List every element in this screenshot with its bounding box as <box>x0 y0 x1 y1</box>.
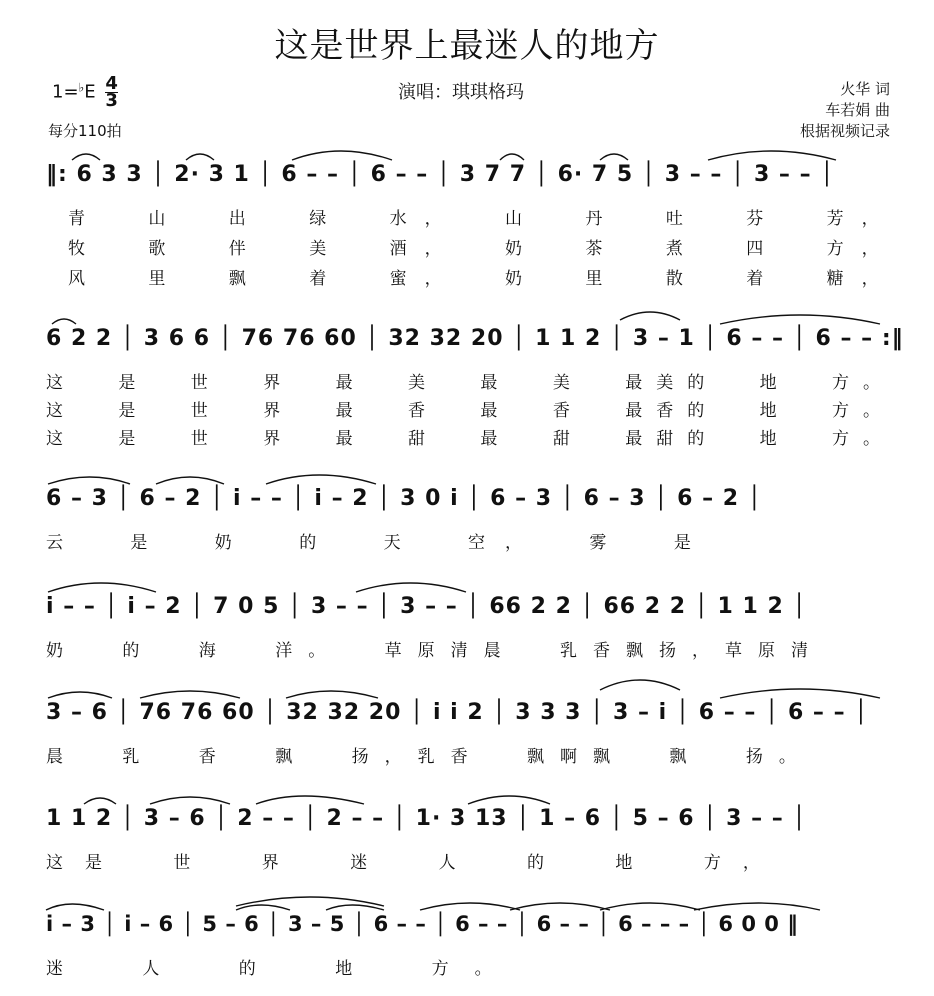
singer-credit: 演唱：琪琪格玛 <box>398 82 524 103</box>
notation-line: 1 1 2 │ 3 – 6 │ 2 – – │ 2 – – │ 1· 3 13 │ 1 – 6 │ 5 – 6 │ 3 – – │ <box>46 806 807 831</box>
lyricist-credit: 火华 词 <box>840 80 890 98</box>
notation-line: 6 – 3 │ 6 – 2 │ i – – │ i – 2 │ 3 0 i │ 6 – 3 │ 6 – 3 │ 6 – 2 │ <box>46 486 763 511</box>
notation-line: 6 2 2 │ 3 6 6 │ 76 76 60 │ 32 32 20 │ 1 1 2 │ 3 – 1 │ 6 – – │ 6 – – :‖ <box>46 326 904 351</box>
key-note: E <box>84 81 96 103</box>
lyric-verse-3: 这 是 世 界 最 甜 最 甜 最甜的 地 方。 <box>46 429 895 449</box>
lyric-line: 迷 人 的 地 方。 <box>46 959 518 979</box>
time-denominator: 3 <box>105 90 118 111</box>
source-note: 根据视频记录 <box>799 122 890 140</box>
lyric-verse-1: 这 是 世 界 最 美 最 美 最美的 地 方。 <box>46 373 895 393</box>
lyric-verse-2: 牧 歌 伴 美 酒， 奶 茶 煮 四 方， <box>68 239 897 259</box>
lyric-verse-2: 这 是 世 界 最 香 最 香 最香的 地 方。 <box>46 401 895 421</box>
lyric-line: 晨 乳 香 飘 扬，乳香 飘啊飘 飘 扬。 <box>46 747 812 767</box>
time-numerator: 4 <box>105 73 118 94</box>
composer-credit: 车若娟 曲 <box>825 101 890 119</box>
song-title: 这是世界上最迷人的地方 <box>274 26 660 66</box>
key-signature <box>52 73 118 111</box>
notation-line: i – – │ i – 2 │ 7 0 5 │ 3 – – │ 3 – – │ 66 2 2 │ 66 2 2 │ 1 1 2 │ <box>46 594 807 619</box>
notation-line: i – 3 │ i – 6 │ 5 – 6 │ 3 – 5 │ 6 – – │ 6 – – │ 6 – – │ 6 – – – │ 6 0 0 ‖ <box>46 912 799 936</box>
lyric-line: 奶 的 海 洋。 草原清晨 乳香飘扬，草原清 <box>46 641 825 661</box>
lyric-verse-3: 风 里 飘 着 蜜， 奶 里 散 着 糖， <box>68 269 897 289</box>
lyric-verse-1: 青 山 出 绿 水， 山 丹 吐 芬 芳， <box>68 209 897 229</box>
key-prefix: 1= <box>52 81 79 103</box>
notation-line: 3 – 6 │ 76 76 60 │ 32 32 20 │ i i 2 │ 3 3 3 │ 3 – i │ 6 – – │ 6 – – │ <box>46 700 869 725</box>
tempo-marking: 每分110拍 <box>48 122 122 140</box>
time-signature <box>105 73 118 111</box>
notation-line: ‖: 6 3 3 │ 2· 3 1 │ 6 – – │ 6 – – │ 3 7 7 │ 6· 7 5 │ 3 – – │ 3 – – │ <box>46 162 835 187</box>
lyric-line: 云 是 奶 的 天 空， 雾 是 <box>46 533 711 553</box>
flat-symbol: ♭ <box>78 80 85 95</box>
lyric-line: 这是 世 界 迷 人 的 地 方， <box>46 853 782 873</box>
